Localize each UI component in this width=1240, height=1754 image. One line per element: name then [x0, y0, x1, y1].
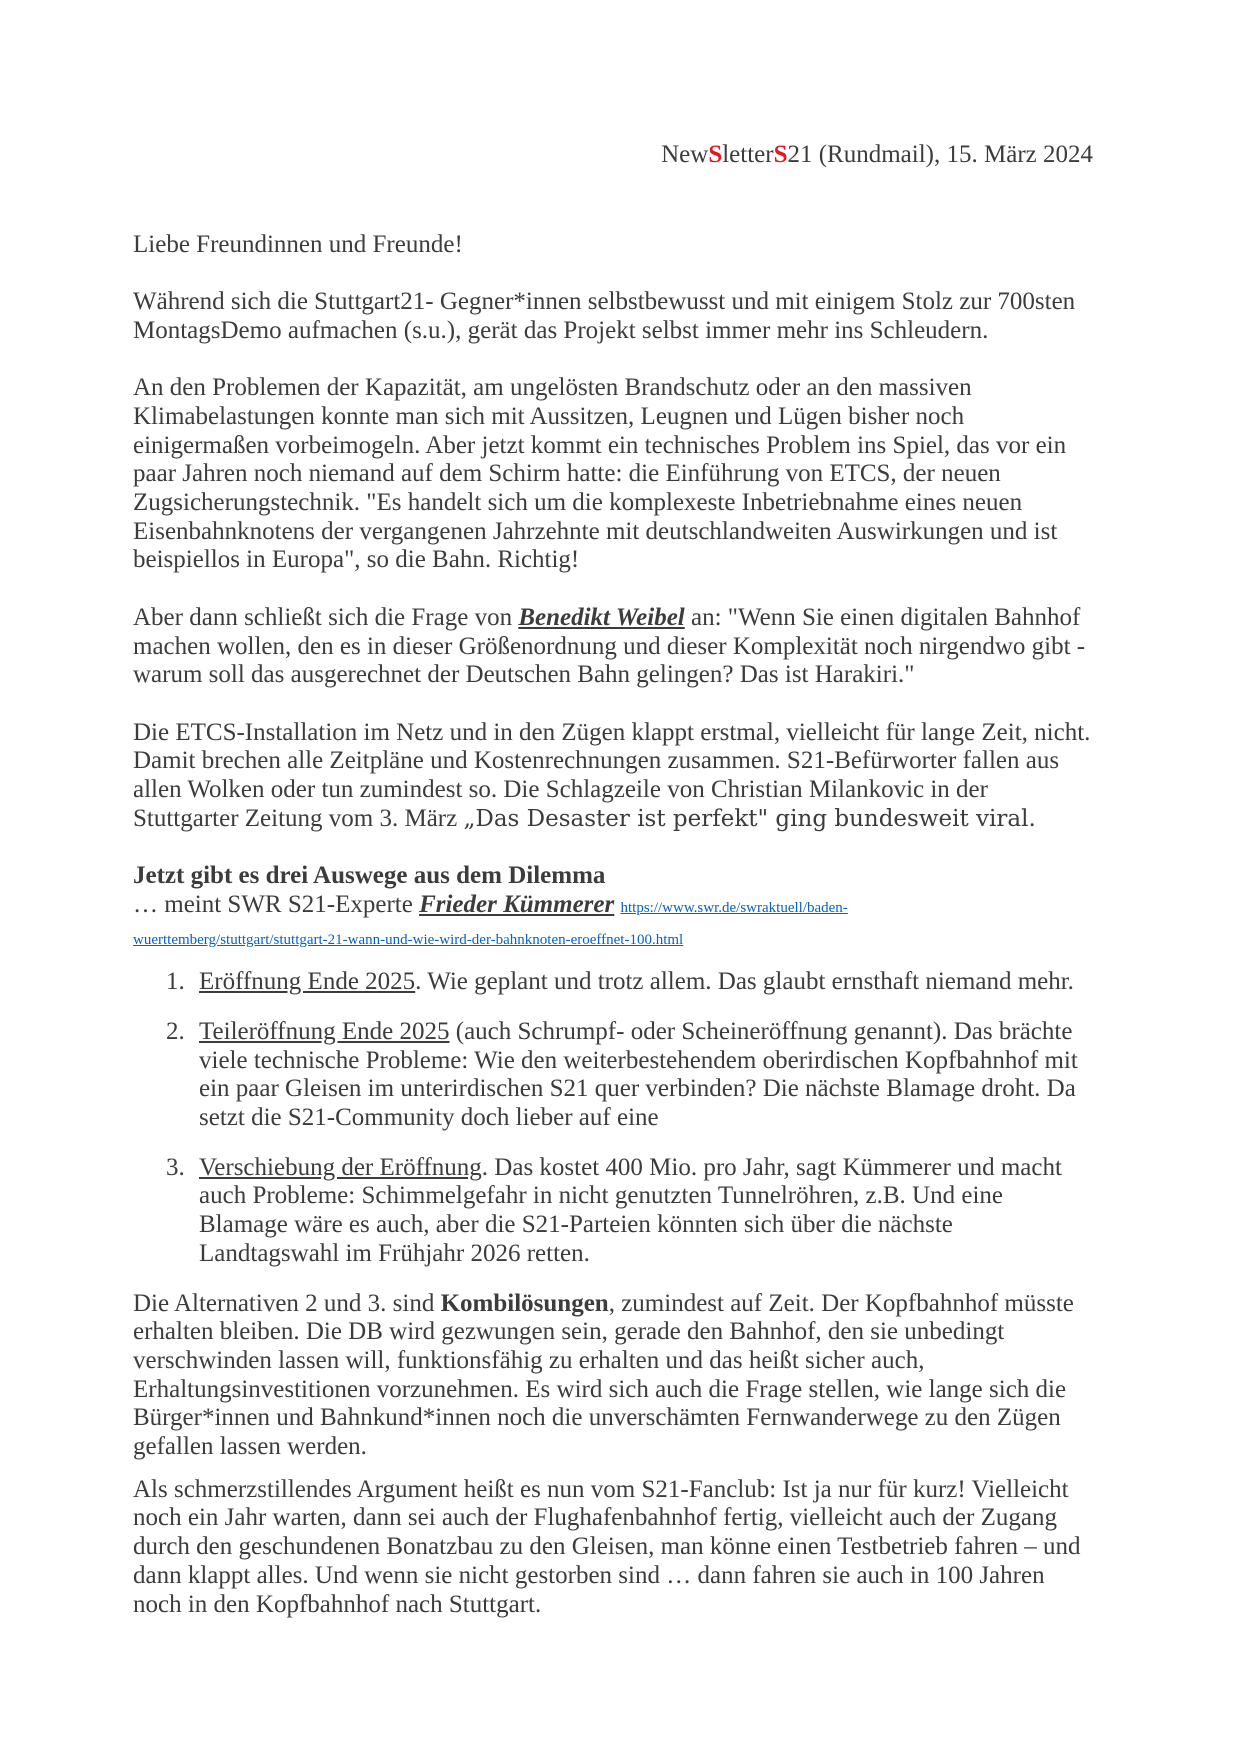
- list-item-3-rest: . Das kostet 400 Mio. pro Jahr, sagt Kümmerer und macht auch Probleme: Schimmelgefahr in nicht genutzten Tunnelröhren, z.B. Und eine Blamage wäre es auch, aber die S21-Parteien könnten sich über die nächste Landtagswahl im Frühjahr 2026 retten.: [199, 1153, 1062, 1267]
- swr-link-line1: https://www.swr.de/swraktuell/baden-: [620, 899, 848, 916]
- weibel-text-after: an: "Wenn Sie einen digitalen Bahnhof machen wollen, den es in dieser Größenordnung und dieser Komplexität noch nirgendwo gibt - warum soll das ausgerechnet der Deutschen Bahn gelingen? Das ist Harakiri.": [133, 603, 1086, 689]
- title-text-new: New: [661, 141, 709, 168]
- list-item-2-lead: Teileröffnung Ende 2025: [199, 1017, 450, 1045]
- list-item-3-lead: Verschiebung der Eröffnung: [199, 1153, 482, 1181]
- paragraph-etcs: [133, 719, 1093, 834]
- list-item-3-text: [199, 1154, 1093, 1269]
- list-item-2-number: 2.: [166, 1017, 185, 1045]
- list-item-2-rest: (auch Schrumpf- oder Scheineröffnung genannt). Das brächte viele technische Probleme: Wie den weiterbestehendem oberirdischen Kopfbahnhof mit ein paar Gleisen im unterirdischen S21 quer verbinden? Die nächste Blamage droht. Da setzt die S21-Community doch lieber auf eine: [199, 1017, 1078, 1132]
- etcs-headline-quote: „Das Desaster ist perfekt" ging bundesweit viral.: [463, 805, 1036, 832]
- list-item-1-text: [199, 968, 1093, 997]
- kombiloesungen-bold: Kombilösungen: [440, 1289, 609, 1317]
- weibel-text-before: Aber dann schließt sich die Frage von: [133, 603, 519, 631]
- weibel-name: Benedikt Weibel: [518, 603, 685, 631]
- paragraph-intro: Während sich die Stuttgart21- Gegner*innen selbstbewusst und mit einigem Stolz zur 700sten MontagsDemo aufmachen (s.u.), gerät das Projekt selbst immer mehr ins Schleudern.: [133, 288, 1076, 344]
- list-item-3-number: 3.: [166, 1153, 185, 1181]
- list-item-3: [133, 1154, 1093, 1269]
- paragraph-fanclub: Als schmerzstillendes Argument heißt es nun vom S21-Fanclub: Ist ja nur für kurz! Vielleicht noch ein Jahr warten, dann sei auch der Flughafenbahnhof fertig, vielleicht auch der Zugang durch den geschundenen Bonatzbau zu den Gleisen, man könne einen Testbetrieb fahren – und dann klappt alles. Und wenn sie nicht gestorben sind … dann fahren sie auch in 100 Jahren noch in den Kopfbahnhof nach Stuttgart.: [133, 1475, 1081, 1618]
- list-item-1-rest: . Wie geplant und trotz allem. Das glaubt ernsthaft niemand mehr.: [415, 968, 1074, 996]
- title-text-rest: 21 (Rundmail), 15. März 2024: [787, 141, 1093, 168]
- section-heading-dilemma: Jetzt gibt es drei Auswege aus dem Dilemma: [133, 862, 606, 890]
- list-item-2: [133, 1018, 1093, 1133]
- paragraph-alternatives: [133, 1290, 1093, 1462]
- subline-text: … meint SWR S21-Experte: [133, 890, 420, 918]
- paragraph-problems: An den Problemen der Kapazität, am ungelösten Brandschutz oder an den massiven Klimabelastungen konnte man sich mit Aussitzen, Leugnen und Lügen bisher noch einigermaßen vorbeimogeln. Aber jetzt kommt ein technisches Problem ins Spiel, das vor ein paar Jahren noch niemand auf dem Schirm hatte: die Einführung von ETCS, der neuen Zugsicherungstechnik. "Es handelt sich um die komplexeste Inbetriebnahme eines neuen Eisenbahnknotens der vergangenen Jahrzehnte mit deutschlandweiten Auswirkungen und ist beispiellos in Europa", so die Bahn. Richtig!: [133, 374, 1067, 574]
- options-list: [133, 968, 1093, 1268]
- swr-link-line2: wuerttemberg/stuttgart/stuttgart-21-wann-und-wie-wird-der-bahnknoten-eroeffnet-100.html: [133, 931, 684, 948]
- newsletter-title-line: [133, 141, 1093, 170]
- subline-meint: [133, 891, 1093, 954]
- expert-name: Frieder Kümmerer: [419, 890, 615, 918]
- title-accent-s1: S: [708, 141, 723, 168]
- title-text-letter: letter: [722, 141, 774, 168]
- alternatives-text-after: , zumindest auf Zeit. Der Kopfbahnhof müsste erhalten bleiben. Die DB wird gezwungen sein, gerade den Bahnhof, den sie unbedingt verschwinden lassen will, funktionsfähig zu erhalten und das heißt sicher auch, Erhaltungsinvestitionen vorzunehmen. Es wird sich auch die Frage stellen, wie lange sich die Bürger*innen und Bahnkund*innen noch die unverschämten Fernwanderwege zu den Zügen gefallen lassen werden.: [133, 1289, 1074, 1461]
- alternatives-text-before: Die Alternativen 2 und 3. sind: [133, 1289, 441, 1317]
- list-item-2-text: [199, 1018, 1093, 1133]
- greeting-line: Liebe Freundinnen und Freunde!: [133, 230, 463, 258]
- list-item-1-lead: Eröffnung Ende 2025: [199, 968, 416, 996]
- title-accent-s2: S: [773, 141, 788, 168]
- list-item-1-number: 1.: [166, 968, 185, 996]
- etcs-text: Die ETCS-Installation im Netz und in den Zügen klappt erstmal, vielleicht für lange Zeit, nicht. Damit brechen alle Zeitpläne und Kostenrechnungen zusammen. S21-Befürworter fallen aus allen Wolken oder tun zumindest so. Die Schlagzeile von Christian Milankovic in der Stuttgarter Zeitung vom 3. März: [133, 718, 1091, 832]
- paragraph-weibel: [133, 604, 1093, 690]
- list-item-1: [133, 968, 1093, 997]
